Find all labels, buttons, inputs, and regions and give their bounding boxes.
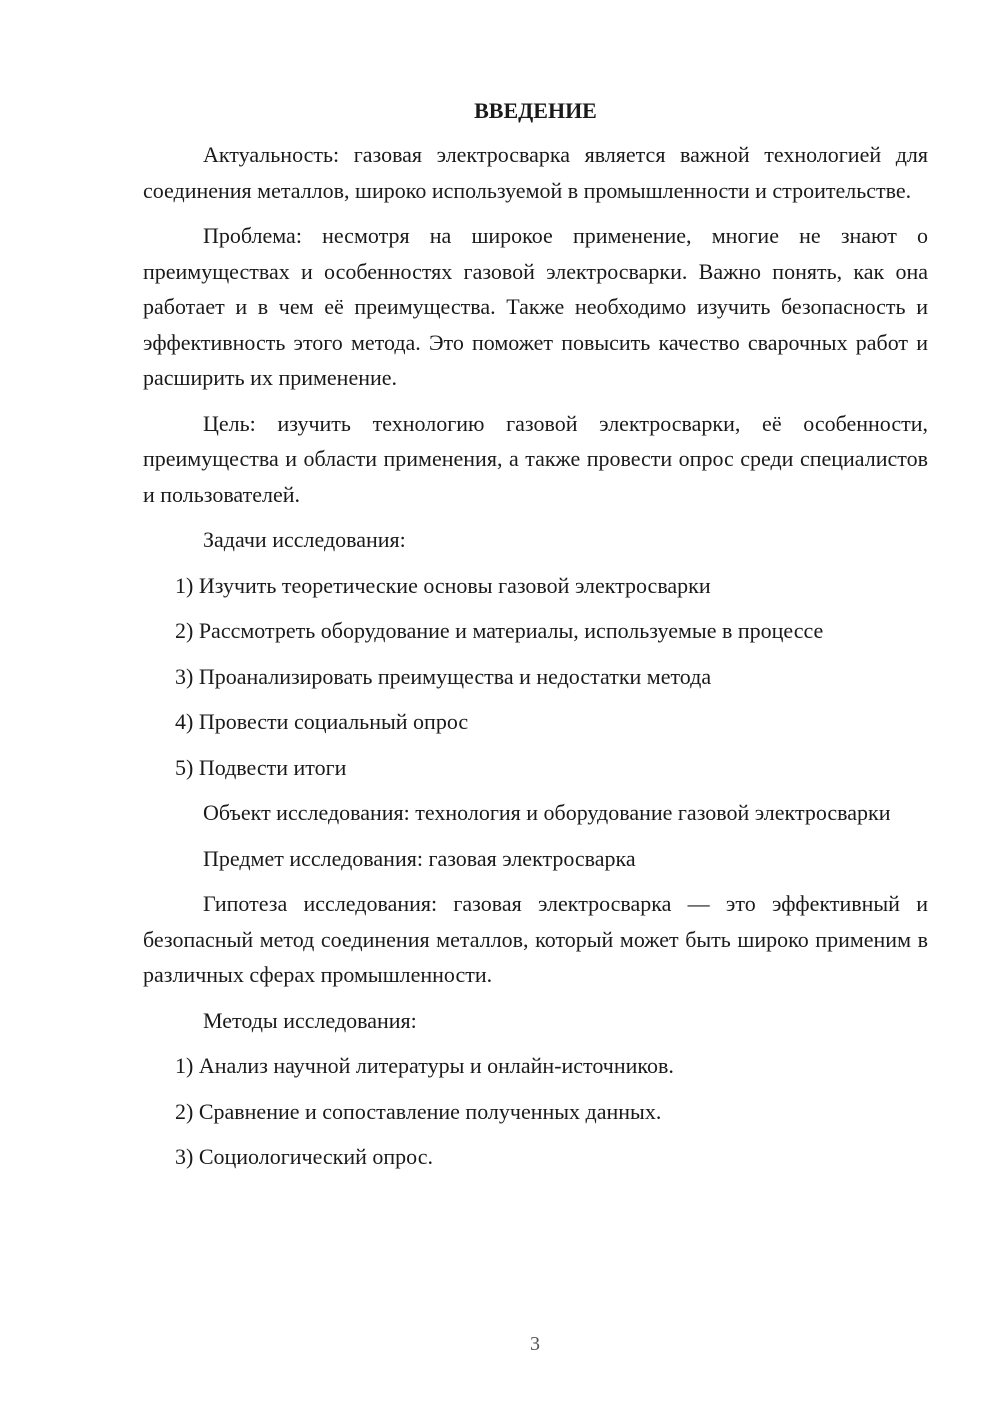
list-item: 4) Провести социальный опрос — [175, 709, 469, 734]
list-item: 2) Рассмотреть оборудование и материалы, используемые в процессе — [175, 618, 824, 643]
goal-paragraph: Цель: изучить технологию газовой электросварки, её особенности, преимущества и области применения, а также провести опрос среди специалистов и пользователей. — [143, 410, 928, 507]
page-number: 3 — [530, 1333, 540, 1355]
problem-paragraph: Проблема: несмотря на широкое применение, многие не знают о преимуществах и особенностях газовой электросварки. Важно понять, как она работает и в чем её преимущества. Также необходимо изучить безопасность и эффективность этого метода. Это поможет повысить качество сварочных работ и расширить их применение. — [143, 223, 928, 390]
list-item: 3) Проанализировать преимущества и недостатки метода — [175, 663, 712, 689]
object-paragraph: Объект исследования: технология и оборудование газовой электросварки — [203, 800, 891, 825]
hypothesis-paragraph: Гипотеза исследования: газовая электросварка — это эффективный и безопасный метод соединения металлов, который может быть широко применим в различных сферах промышленности. — [143, 891, 928, 987]
document-page — [143, 93, 928, 1185]
list-item: 1) Анализ научной литературы и онлайн-источников. — [175, 1053, 674, 1078]
relevance-paragraph: Актуальность: газовая электросварка является важной технологией для соединения металлов, широко используемой в промышленности и строительстве. — [143, 142, 928, 203]
list-item: 5) Подвести итоги — [175, 754, 347, 780]
page-title: ВВЕДЕНИЕ — [474, 98, 597, 123]
list-item: 1) Изучить теоретические основы газовой электросварки — [175, 572, 711, 598]
tasks-list — [143, 568, 928, 786]
subject-paragraph: Предмет исследования: газовая электросварка — [203, 845, 636, 871]
list-item: 2) Сравнение и сопоставление полученных данных. — [175, 1098, 662, 1124]
list-item: 3) Социологический опрос. — [175, 1144, 433, 1169]
tasks-heading: Задачи исследования: — [203, 527, 406, 552]
methods-heading: Методы исследования: — [203, 1007, 417, 1033]
methods-list — [143, 1048, 928, 1175]
